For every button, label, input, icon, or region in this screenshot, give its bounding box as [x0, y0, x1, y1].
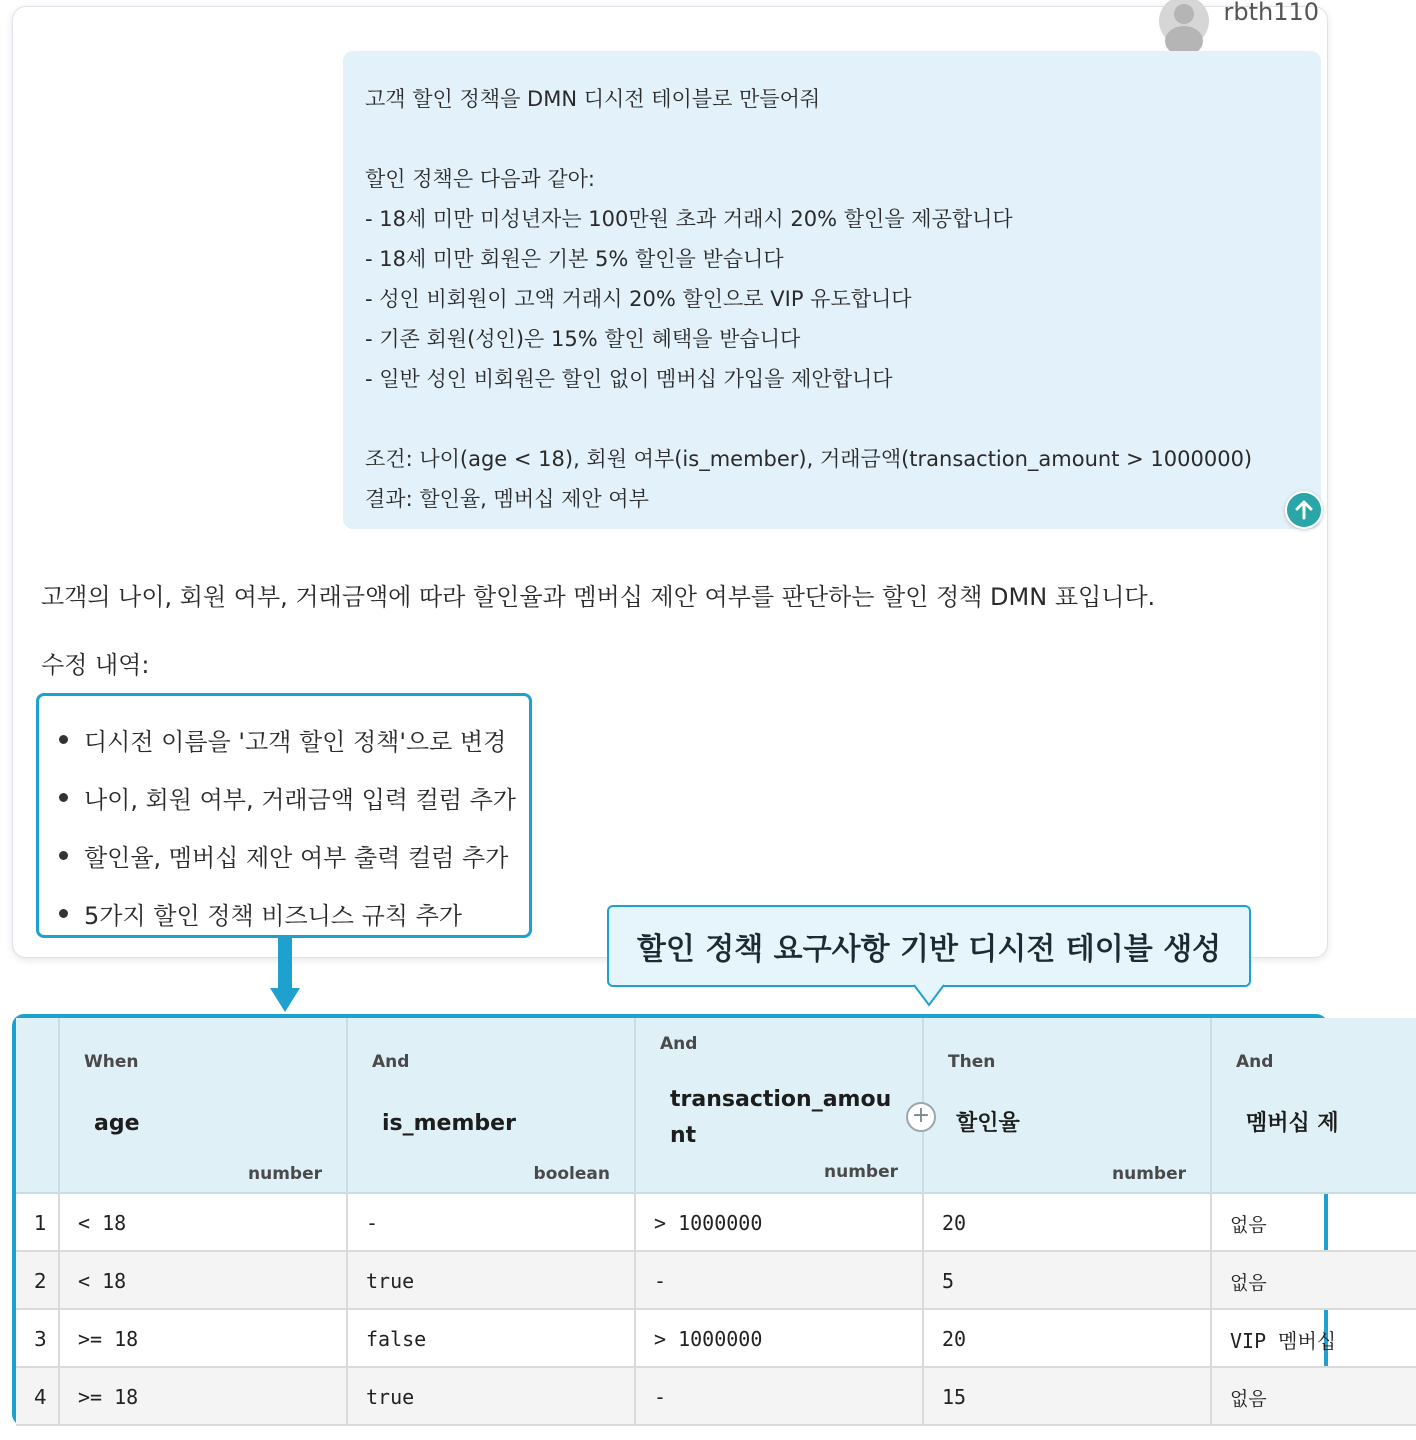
table-header	[16, 1018, 1416, 1194]
column-kind: And	[372, 1052, 410, 1072]
table-cell[interactable]: -	[634, 1368, 922, 1426]
table-cell[interactable]: >= 18	[58, 1368, 346, 1426]
scroll-up-button[interactable]	[1285, 491, 1323, 529]
table-row	[16, 1252, 1416, 1310]
request-intro: 할인 정책은 다음과 같아:	[365, 167, 595, 191]
request-rule: - 성인 비회원이 고액 거래시 20% 할인으로 VIP 유도합니다	[365, 287, 912, 311]
user-avatar	[1159, 0, 1209, 46]
table-cell[interactable]: 없음	[1210, 1194, 1410, 1252]
callout-label: 할인 정책 요구사항 기반 디시전 테이블 생성	[607, 905, 1251, 987]
column-header-membership[interactable]	[1210, 1018, 1410, 1194]
column-type: boolean	[533, 1164, 610, 1184]
table-cell[interactable]: 20	[922, 1194, 1210, 1252]
table-row	[16, 1310, 1416, 1368]
revision-list	[59, 710, 529, 942]
table-cell[interactable]: VIP 멤버십	[1210, 1310, 1410, 1368]
table-cell[interactable]: 15	[922, 1368, 1210, 1426]
plus-icon: +	[911, 1103, 931, 1128]
table-cell[interactable]: > 1000000	[634, 1194, 922, 1252]
decision-table	[12, 1014, 1339, 1426]
column-type: number	[1111, 1164, 1186, 1184]
callout-tail	[914, 985, 944, 1007]
row-number: 2	[34, 1269, 47, 1293]
column-kind: And	[1236, 1052, 1274, 1072]
table-cell[interactable]: < 18	[58, 1252, 346, 1310]
column-header-age[interactable]	[58, 1018, 346, 1194]
arrow-up-icon	[1293, 499, 1315, 521]
table-cell[interactable]: -	[346, 1194, 634, 1252]
request-title: 고객 할인 정책을 DMN 디시전 테이블로 만들어줘	[365, 87, 821, 111]
arrow-down-icon	[270, 938, 300, 1014]
row-number: 4	[34, 1385, 47, 1409]
column-name: transaction_amou nt	[670, 1087, 892, 1148]
column-header-transaction-amount[interactable]	[634, 1018, 922, 1194]
table-row	[16, 1368, 1416, 1426]
column-name: age	[94, 1111, 140, 1136]
table-cell[interactable]: 20	[922, 1310, 1210, 1368]
revision-item: 할인율, 멤버십 제안 여부 출력 컬럼 추가	[59, 826, 529, 884]
column-header-is-member[interactable]	[346, 1018, 634, 1194]
table-cell[interactable]: -	[634, 1252, 922, 1310]
table-cell[interactable]: >= 18	[58, 1310, 346, 1368]
table-cell[interactable]: true	[346, 1252, 634, 1310]
username: rbth110	[1223, 0, 1319, 26]
revision-item: 디시전 이름을 '고객 할인 정책'으로 변경	[59, 710, 529, 768]
request-rule: - 기존 회원(성인)은 15% 할인 혜택을 받습니다	[365, 327, 801, 351]
table-cell[interactable]: true	[346, 1368, 634, 1426]
table-cell[interactable]: 없음	[1210, 1252, 1410, 1310]
column-kind: Then	[948, 1052, 996, 1072]
table-cell[interactable]: 없음	[1210, 1368, 1410, 1426]
column-type: number	[823, 1162, 898, 1182]
column-name: 할인율	[956, 1111, 1020, 1136]
table-row	[16, 1194, 1416, 1252]
request-results: 결과: 할인율, 멤버십 제안 여부	[365, 487, 649, 511]
table-cell[interactable]: > 1000000	[634, 1310, 922, 1368]
revision-list-highlight	[36, 693, 532, 938]
revision-title: 수정 내역:	[41, 651, 150, 679]
table-cell[interactable]: < 18	[58, 1194, 346, 1252]
revision-item: 5가지 할인 정책 비즈니스 규칙 추가	[59, 884, 529, 942]
column-kind: When	[84, 1052, 139, 1072]
revision-item: 나이, 회원 여부, 거래금액 입력 컬럼 추가	[59, 768, 529, 826]
request-rule: - 18세 미만 미성년자는 100만원 초과 거래시 20% 할인을 제공합니다	[365, 207, 1013, 231]
table-cell[interactable]: false	[346, 1310, 634, 1368]
column-header-discount-rate[interactable]	[922, 1018, 1210, 1194]
row-number: 3	[34, 1327, 47, 1351]
table-cell[interactable]: 5	[922, 1252, 1210, 1310]
user-header	[1159, 0, 1319, 45]
column-type: number	[247, 1164, 322, 1184]
request-rule: - 18세 미만 회원은 기본 5% 할인을 받습니다	[365, 247, 784, 271]
assistant-reply: 고객의 나이, 회원 여부, 거래금액에 따라 할인율과 멤버십 제안 여부를 판단하는 할인 정책 DMN 표입니다.	[41, 583, 1156, 611]
column-kind: And	[660, 1034, 698, 1054]
user-message-bubble	[343, 51, 1321, 529]
row-number: 1	[34, 1211, 47, 1235]
column-name: 멤버십 제	[1246, 1111, 1339, 1136]
request-rule: - 일반 성인 비회원은 할인 없이 멤버십 가입을 제안합니다	[365, 367, 893, 391]
add-column-button[interactable]	[906, 1102, 936, 1132]
request-conditions: 조건: 나이(age < 18), 회원 여부(is_member), 거래금액(transaction_amount > 1000000)	[365, 447, 1253, 471]
column-name: is_member	[382, 1111, 516, 1136]
